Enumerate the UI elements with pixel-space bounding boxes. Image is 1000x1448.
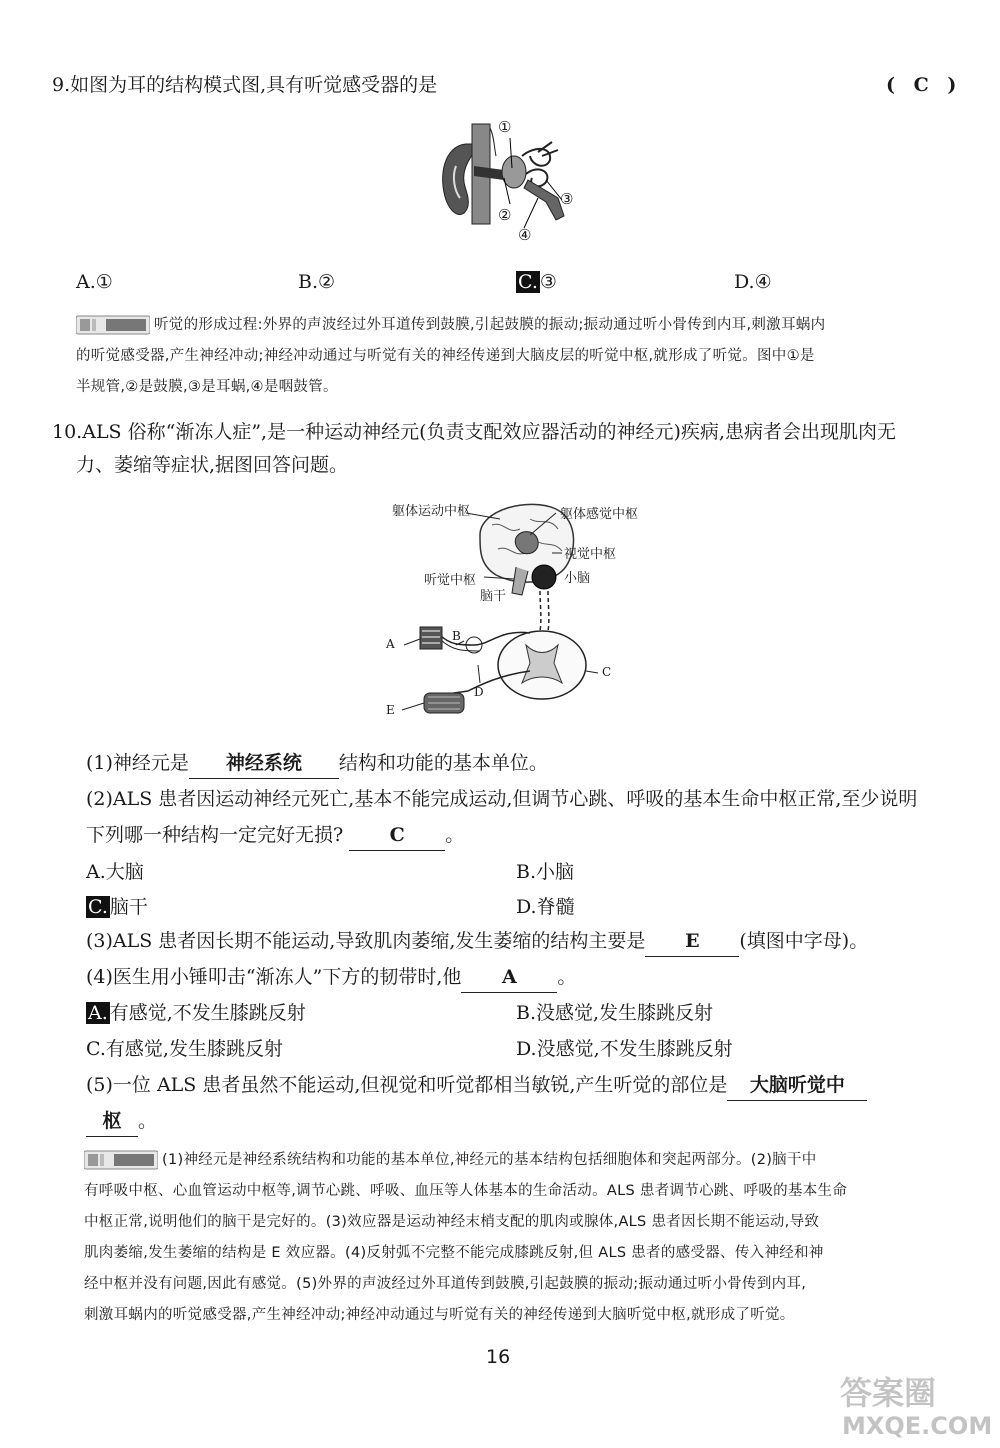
q9-analysis [76,310,956,403]
label-auditory-center: 听觉中枢 [424,573,477,588]
q9-stem-text: 如图为耳的结构模式图,具有听觉感受器的是 [70,74,438,96]
ear-diagram [434,116,594,246]
q10-analysis-text-1: (1)神经元是神经系统结构和功能的基本单位,神经元的基本结构包括细胞体和突起两部分。(2)脑干中 [162,1152,817,1168]
q10-part4-option-d-text: 没感觉,不发生膝跳反射 [536,1038,733,1060]
label-brainstem: 脑干 [480,589,507,604]
q10-analysis-text-4: 肌肉萎缩,发生萎缩的结构是 E 效应器。(4)反射弧不完整不能完成膝跳反射,但 ALS 患者的感受器、传入神经和神 [84,1245,824,1261]
q10-part2-option-a [86,857,144,884]
q9-option-b-letter: B. [298,271,319,293]
q10-part2-question: 下列哪一种结构一定完好无损? [86,824,344,846]
q10-part4-option-c [86,1034,283,1061]
label-visual-center: 视觉中枢 [564,547,617,562]
q9-analysis-text-3: 半规管,②是鼓膜,③是耳蜗,④是咽鼓管。 [76,379,338,395]
watermark-logo [840,1368,993,1444]
q10-part4-option-a [86,998,306,1025]
ear-label-1: ① [498,118,512,136]
q10-analysis-text-6: 刺激耳蜗内的听觉感受器,产生神经冲动;神经冲动通过与听觉有关的神经传递到大脑听觉中枢,就形成了听觉。 [84,1307,795,1323]
q10-part2-option-b [516,857,574,884]
q10-part4-option-d-letter: D. [516,1038,537,1060]
q9-answer: ( C ) [886,74,963,96]
q9-option-c [516,271,557,293]
q10-part5 [86,1070,956,1101]
q10-part2-option-b-letter: B. [516,861,537,883]
label-sensory-center: 躯体感觉中枢 [560,507,639,522]
q10-part1-post: 结构和功能的基本单位。 [338,752,548,774]
q10-part3 [86,926,868,957]
q10-part2-option-a-letter: A. [86,861,106,883]
q10-part2-end: 。 [445,824,465,846]
q10-part4-answer: A [461,962,557,993]
label-e: E [386,703,395,717]
nervous-system-diagram [380,495,670,725]
q10-number: 10. [52,421,83,443]
q10-part4-option-c-letter: C. [86,1038,106,1060]
q10-analysis-text-2: 有呼吸中枢、心血管运动中枢等,调节心跳、呼吸、血压等人体基本的生命活动。ALS 患者调节心跳、呼吸的基本生命 [84,1183,848,1199]
q9-option-d-letter: D. [734,271,755,293]
q9-option-d [734,271,772,293]
q10-part3-answer: E [645,926,739,957]
q10-analysis [84,1145,964,1331]
q10-part5-pre: (5)一位 ALS 患者虽然不能运动,但视觉和听觉都相当敏锐,产生听觉的部位是 [86,1074,728,1096]
q10-analysis-text-3: 中枢正常,说明他们的脑干是完好的。(3)效应器是运动神经末梢支配的肌肉或腺体,ALS 患者因长期不能运动,导致 [84,1214,820,1230]
q9-option-a [76,271,113,293]
q10-part5-answer-1: 大脑听觉中 [727,1070,867,1101]
q10-stem [52,417,952,447]
q9-number: 9. [52,74,71,96]
q10-part2-option-d-text: 脊髓 [536,896,575,918]
q9-option-a-letter: A. [76,271,96,293]
q10-part4-option-c-text: 有感觉,发生膝跳反射 [105,1038,283,1060]
q10-part5-post: 。 [138,1110,158,1132]
q10-stem-line2: 力、萎缩等症状,据图回答问题。 [76,454,349,476]
q9-option-d-text: ④ [754,271,772,293]
q9-option-b-text: ② [318,271,336,293]
q9-analysis-line-1 [76,310,956,341]
q9-option-c-letter: C. [518,271,538,293]
q9-analysis-text-1: 听觉的形成过程:外界的声波经过外耳道传到鼓膜,引起鼓膜的振动;振动通过听小骨传到内耳,刺激耳蜗内 [154,317,826,333]
q10-part4-option-d [516,1034,733,1061]
q10-part2-option-c-letter: C. [88,896,108,918]
q10-analysis-text-5: 经中枢并没有问题,因此有感觉。(5)外界的声波经过外耳道传到鼓膜,引起鼓膜的振动;振动通过听小骨传到内耳, [84,1276,807,1292]
q10-analysis-line-1 [84,1145,964,1176]
ear-label-3: ③ [560,190,574,208]
q10-part2-answer: C [349,820,445,851]
analysis-book-icon [84,1150,158,1170]
q10-part2-option-c-text: 脑干 [109,896,148,918]
q10-part5-answer-2: 枢 [86,1106,138,1137]
page-number: 16 [486,1346,511,1368]
q10-stem-line1: ALS 俗称“渐冻人症”,是一种运动神经元(负责支配效应器活动的神经元)疾病,患病者会出现肌肉无 [82,421,896,443]
q10-part4-option-b-text: 没感觉,发生膝跳反射 [536,1002,714,1024]
analysis-book-icon [76,315,150,335]
q10-part5-cont [86,1106,157,1137]
q10-part4-post: 。 [557,966,577,988]
q10-part3-pre: (3)ALS 患者因长期不能运动,导致肌肉萎缩,发生萎缩的结构主要是 [86,930,646,952]
label-cerebellum: 小脑 [564,571,591,586]
q10-part2-option-c [86,892,148,919]
q9-option-c-text: ③ [539,271,557,293]
q10-part2-option-d-letter: D. [516,896,537,918]
q10-part4-option-b [516,998,713,1025]
q10-part4-option-b-letter: B. [516,1002,537,1024]
q9-analysis-text-2: 的听觉感受器,产生神经冲动;神经冲动通过与听觉有关的神经传递到大脑皮层的听觉中枢,就形成了听觉。图中①是 [76,348,815,364]
q10-part3-post: (填图中字母)。 [739,930,869,952]
q10-part2-option-b-text: 小脑 [536,861,575,883]
label-a: A [386,637,395,651]
q10-part2-line2 [86,820,464,851]
q10-part2-option-d [516,892,575,919]
q9-option-b [298,271,335,293]
label-c: C [602,665,612,679]
q10-part1-pre: (1)神经元是 [86,752,189,774]
watermark-top-text: 答案圈 [840,1374,937,1412]
label-b: B [452,629,461,643]
q10-part4-pre: (4)医生用小锤叩击“渐冻人”下方的韧带时,他 [86,966,462,988]
ear-label-2: ② [498,206,512,224]
q10-part4-option-a-letter: A. [88,1002,108,1024]
q10-part1-answer: 神经系统 [189,748,339,779]
q10-part2-option-a-text: 大脑 [105,861,144,883]
ear-label-4: ④ [518,226,532,244]
watermark-bottom-text: MXQE.COM [842,1412,993,1440]
label-d: D [474,685,484,699]
q9-stem [52,70,437,100]
q10-part4 [86,962,576,993]
q10-part4-option-a-text: 有感觉,不发生膝跳反射 [109,1002,306,1024]
q10-part1 [86,748,548,779]
label-motor-center: 躯体运动中枢 [392,504,471,519]
q9-option-a-text: ① [95,271,113,293]
q10-part2-line1: (2)ALS 患者因运动神经元死亡,基本不能完成运动,但调节心跳、呼吸的基本生命中枢正常,至少说明 [86,788,918,810]
